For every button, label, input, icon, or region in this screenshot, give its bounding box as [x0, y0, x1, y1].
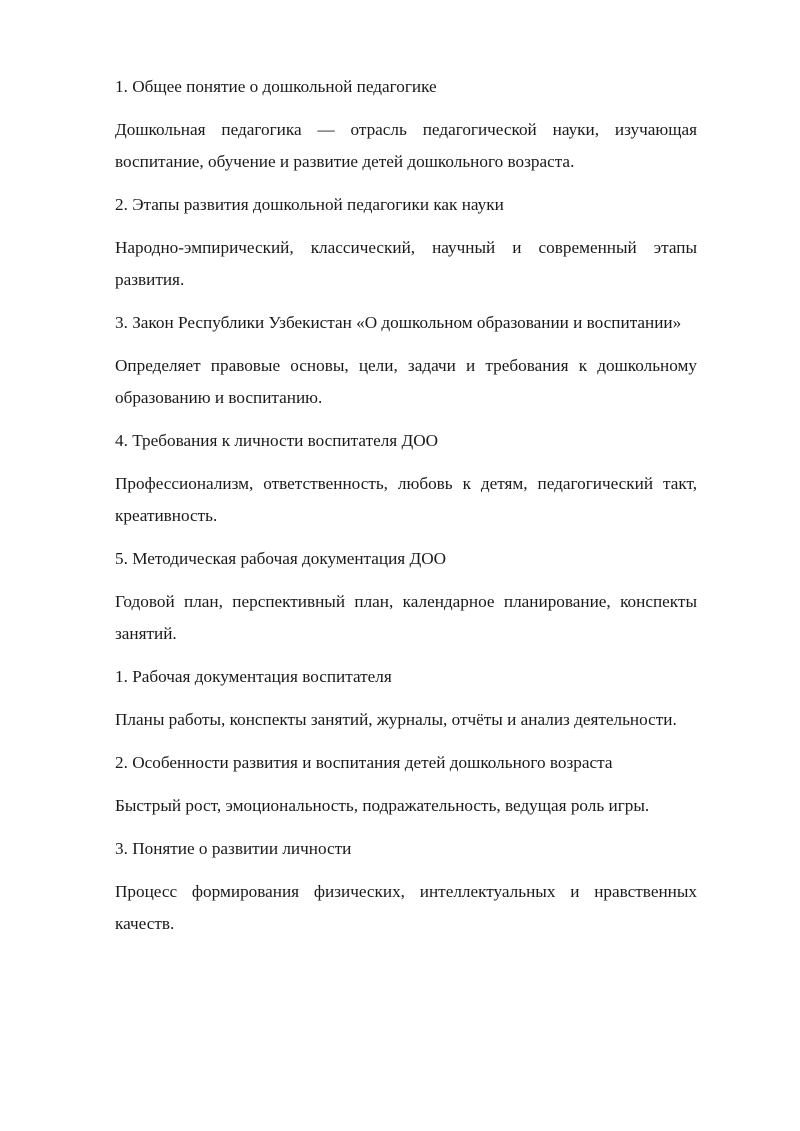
document-body: [115, 71, 697, 951]
section-heading: 5. Методическая рабочая документация ДОО: [115, 549, 447, 568]
section: [115, 543, 697, 650]
section-text: Профессионализм, ответственность, любовь к детям, педагогический такт, креативность.: [115, 474, 697, 525]
section-text: Дошкольная педагогика — отрасль педагогической науки, изучающая воспитание, обучение и развитие детей дошкольного возраста.: [115, 120, 697, 171]
section: [115, 71, 697, 178]
section-heading: 3. Понятие о развитии личности: [115, 839, 352, 858]
section: [115, 307, 697, 414]
section-heading: 2. Особенности развития и воспитания детей дошкольного возраста: [115, 753, 613, 772]
section-text: Быстрый рост, эмоциональность, подражательность, ведущая роль игры.: [115, 796, 650, 815]
section-heading: 2. Этапы развития дошкольной педагогики как науки: [115, 195, 504, 214]
section: [115, 425, 697, 532]
section-text: Народно-эмпирический, классический, научный и современный этапы развития.: [115, 238, 697, 289]
section-text: Определяет правовые основы, цели, задачи и требования к дошкольному образованию и воспитанию.: [115, 356, 697, 407]
section-heading: 1. Общее понятие о дошкольной педагогике: [115, 77, 437, 96]
section-text: Планы работы, конспекты занятий, журналы, отчёты и анализ деятельности.: [115, 710, 677, 729]
section: [115, 833, 697, 940]
section: [115, 189, 697, 296]
section-heading: 3. Закон Республики Узбекистан «О дошкольном образовании и воспитании»: [115, 313, 682, 332]
section-heading: 1. Рабочая документация воспитателя: [115, 667, 392, 686]
section-text: Годовой план, перспективный план, календарное планирование, конспекты занятий.: [115, 592, 697, 643]
section-heading: 4. Требования к личности воспитателя ДОО: [115, 431, 439, 450]
section: [115, 747, 697, 822]
section-text: Процесс формирования физических, интеллектуальных и нравственных качеств.: [115, 882, 697, 933]
section: [115, 661, 697, 736]
